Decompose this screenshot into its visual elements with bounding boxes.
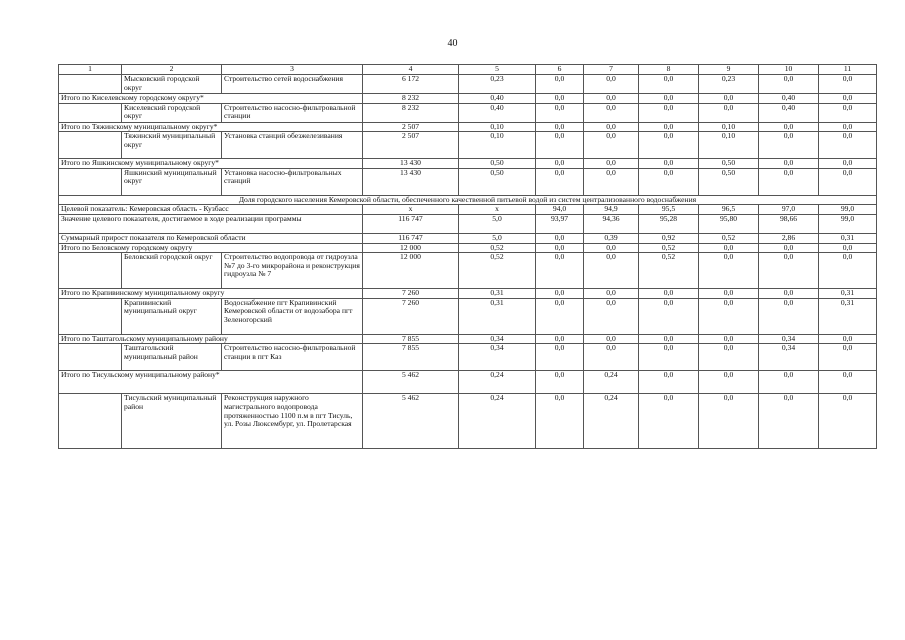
value-cell: 0,50 — [459, 159, 536, 169]
column-number: 8 — [639, 65, 699, 75]
value-cell: 6 172 — [363, 75, 459, 94]
value-cell: 7 260 — [363, 298, 459, 334]
value-cell: 0,0 — [639, 103, 699, 122]
value-cell: 0,24 — [459, 394, 536, 449]
value-cell: 2,86 — [759, 233, 819, 243]
row-label: Итого по Яшкинскому муниципальному округу* — [59, 159, 363, 169]
row-label: Значение целевого показателя, достигаемое в ходе реализации программы — [59, 214, 363, 233]
value-cell: 0,52 — [459, 253, 536, 289]
section-header-row — [59, 195, 877, 205]
value-cell: 0,0 — [536, 334, 584, 344]
value-cell: 5,0 — [459, 233, 536, 243]
value-cell: 0,0 — [639, 289, 699, 299]
activity-description: Установка станций обезжелезивания — [222, 132, 363, 159]
column-number: 10 — [759, 65, 819, 75]
value-cell: 0,0 — [759, 75, 819, 94]
value-cell: 0,0 — [699, 103, 759, 122]
value-cell: 0,0 — [639, 334, 699, 344]
municipality-name: Таштагольский муниципальный район — [122, 344, 222, 371]
value-cell: 0,24 — [584, 394, 639, 449]
value-cell: 0,0 — [759, 371, 819, 394]
total-row — [59, 371, 877, 394]
value-cell: 13 430 — [363, 168, 459, 195]
value-cell: 0,40 — [459, 94, 536, 104]
empty-cell — [59, 344, 122, 371]
value-cell: 0,0 — [584, 253, 639, 289]
value-cell: 0,0 — [639, 75, 699, 94]
section-title: Доля городского населения Кемеровской области, обеспеченного качественной питьевой водой из систем централизованного водоснабжения — [59, 195, 877, 205]
value-cell: 0,24 — [459, 371, 536, 394]
value-cell: 0,0 — [584, 243, 639, 253]
value-cell: 13 430 — [363, 159, 459, 169]
municipality-name: Мысковский городской округ — [122, 75, 222, 94]
value-cell: 0,0 — [536, 344, 584, 371]
value-cell: 0,0 — [699, 243, 759, 253]
value-cell: 0,0 — [536, 75, 584, 94]
value-cell: 0,0 — [536, 94, 584, 104]
value-cell: 0,0 — [819, 334, 877, 344]
total-row — [59, 289, 877, 299]
total-row — [59, 205, 877, 215]
value-cell: 93,97 — [536, 214, 584, 233]
activity-description: Строительство водопровода от гидроузла №7 до 3-го микрорайона и реконструкция гидроузла № 7 — [222, 253, 363, 289]
value-cell: 0,52 — [459, 243, 536, 253]
column-number: 1 — [59, 65, 122, 75]
value-cell: 0,23 — [699, 75, 759, 94]
municipality-row — [59, 344, 877, 371]
municipality-row — [59, 132, 877, 159]
value-cell: 0,0 — [639, 168, 699, 195]
value-cell: 94,9 — [584, 205, 639, 215]
empty-cell — [59, 103, 122, 122]
value-cell: 0,0 — [699, 344, 759, 371]
value-cell: 0,0 — [819, 243, 877, 253]
value-cell: 0,34 — [459, 334, 536, 344]
value-cell: 0,31 — [459, 298, 536, 334]
value-cell: 0,0 — [584, 94, 639, 104]
value-cell: 0,52 — [699, 233, 759, 243]
value-cell: 0,50 — [699, 159, 759, 169]
total-row — [59, 334, 877, 344]
row-label: Итого по Крапивинскому муниципальному округу — [59, 289, 363, 299]
empty-cell — [59, 253, 122, 289]
value-cell: 96,5 — [699, 205, 759, 215]
activity-description: Реконструкция наружного магистрального водопровода протяженностью 1100 п.м в пгт Тисуль, ул. Розы Люксембург, ул. Пролетарская — [222, 394, 363, 449]
empty-cell — [59, 298, 122, 334]
row-label: Целевой показатель: Кемеровская область - Кузбасс — [59, 205, 363, 215]
value-cell: 0,52 — [639, 253, 699, 289]
value-cell: 0,23 — [459, 75, 536, 94]
column-number: 4 — [363, 65, 459, 75]
value-cell: 97,0 — [759, 205, 819, 215]
row-label: Итого по Тяжинскому муниципальному округу* — [59, 122, 363, 132]
value-cell: 0,0 — [584, 168, 639, 195]
column-number: 6 — [536, 65, 584, 75]
value-cell: 0,0 — [536, 243, 584, 253]
value-cell: 0,0 — [759, 394, 819, 449]
column-number: 7 — [584, 65, 639, 75]
total-row — [59, 214, 877, 233]
value-cell: 0,0 — [759, 132, 819, 159]
value-cell: 7 855 — [363, 334, 459, 344]
table-body — [59, 65, 877, 449]
value-cell: 0,0 — [584, 103, 639, 122]
value-cell: 2 507 — [363, 122, 459, 132]
total-row — [59, 122, 877, 132]
value-cell: 0,50 — [699, 168, 759, 195]
value-cell: 0,0 — [699, 253, 759, 289]
municipality-name: Тисульский муниципальный район — [122, 394, 222, 449]
value-cell: 99,0 — [819, 205, 877, 215]
value-cell: 0,0 — [536, 122, 584, 132]
value-cell: 0,0 — [819, 159, 877, 169]
empty-cell — [59, 132, 122, 159]
value-cell: 95,80 — [699, 214, 759, 233]
value-cell: 0,0 — [819, 122, 877, 132]
row-label: Итого по Киселевскому городскому округу* — [59, 94, 363, 104]
value-cell: 0,34 — [759, 344, 819, 371]
value-cell: 0,0 — [819, 371, 877, 394]
page-number: 40 — [447, 38, 458, 49]
value-cell: 0,34 — [759, 334, 819, 344]
total-row — [59, 243, 877, 253]
value-cell: 0,40 — [759, 103, 819, 122]
value-cell: 116 747 — [363, 233, 459, 243]
value-cell: 0,92 — [639, 233, 699, 243]
value-cell: 5 462 — [363, 394, 459, 449]
value-cell: 0,0 — [699, 94, 759, 104]
municipality-name: Киселевский городской округ — [122, 103, 222, 122]
value-cell: 116 747 — [363, 214, 459, 233]
value-cell: 0,0 — [819, 253, 877, 289]
municipality-name: Крапивинский муниципальный округ — [122, 298, 222, 334]
value-cell: 0,10 — [699, 122, 759, 132]
value-cell: 0,0 — [759, 159, 819, 169]
activity-description: Строительство насосно-фильтровальной станции — [222, 103, 363, 122]
value-cell: 0,0 — [819, 132, 877, 159]
column-number-row — [59, 65, 877, 75]
value-cell: 0,0 — [819, 344, 877, 371]
value-cell: 94,0 — [536, 205, 584, 215]
total-row — [59, 233, 877, 243]
value-cell: 7 855 — [363, 344, 459, 371]
value-cell: 0,0 — [699, 289, 759, 299]
municipality-name: Яшкинский муниципальный округ — [122, 168, 222, 195]
value-cell: 0,40 — [759, 94, 819, 104]
value-cell: 0,0 — [584, 122, 639, 132]
value-cell: 0,0 — [584, 298, 639, 334]
value-cell: 0,0 — [639, 159, 699, 169]
value-cell: 0,0 — [639, 132, 699, 159]
empty-cell — [59, 394, 122, 449]
municipality-row — [59, 253, 877, 289]
municipality-name: Беловский городской округ — [122, 253, 222, 289]
row-label: Итого по Тисульскому муниципальному району* — [59, 371, 363, 394]
activity-description: Строительство насосно-фильтровальной станции в пгт Каз — [222, 344, 363, 371]
empty-cell — [59, 168, 122, 195]
value-cell: 0,0 — [819, 103, 877, 122]
value-cell: 0,40 — [459, 103, 536, 122]
water-supply-table — [58, 64, 877, 449]
value-cell: 0,0 — [584, 75, 639, 94]
column-number: 9 — [699, 65, 759, 75]
value-cell: 0,0 — [639, 122, 699, 132]
value-cell: 2 507 — [363, 132, 459, 159]
value-cell: 0,0 — [639, 94, 699, 104]
value-cell: 0,0 — [584, 289, 639, 299]
value-cell: 0,0 — [759, 168, 819, 195]
value-cell: 8 232 — [363, 103, 459, 122]
municipality-row — [59, 298, 877, 334]
value-cell: 12 000 — [363, 243, 459, 253]
value-cell: 0,0 — [699, 334, 759, 344]
value-cell: 0,0 — [584, 334, 639, 344]
value-cell: 0,0 — [759, 253, 819, 289]
value-cell: 0,0 — [639, 394, 699, 449]
value-cell: 0,0 — [699, 371, 759, 394]
value-cell: 0,0 — [584, 132, 639, 159]
value-cell: 0,52 — [639, 243, 699, 253]
value-cell: 5 462 — [363, 371, 459, 394]
value-cell: 0,0 — [819, 394, 877, 449]
value-cell: 0,39 — [584, 233, 639, 243]
total-row — [59, 94, 877, 104]
value-cell: 0,0 — [536, 298, 584, 334]
value-cell: 0,0 — [536, 168, 584, 195]
value-cell: 0,0 — [536, 159, 584, 169]
value-cell: 0,0 — [759, 289, 819, 299]
value-cell: 0,24 — [584, 371, 639, 394]
value-cell: 0,0 — [536, 371, 584, 394]
value-cell: 0,0 — [584, 344, 639, 371]
row-label: Суммарный прирост показателя по Кемеровской области — [59, 233, 363, 243]
value-cell: 0,0 — [584, 159, 639, 169]
value-cell: 12 000 — [363, 253, 459, 289]
value-cell: 94,36 — [584, 214, 639, 233]
value-cell: 0,31 — [819, 298, 877, 334]
row-label: Итого по Таштагольскому муниципальному району — [59, 334, 363, 344]
value-cell: 95,5 — [639, 205, 699, 215]
value-cell: 0,0 — [536, 233, 584, 243]
value-cell: 8 232 — [363, 94, 459, 104]
column-number: 3 — [222, 65, 363, 75]
value-cell: 0,0 — [536, 289, 584, 299]
column-number: 2 — [122, 65, 222, 75]
value-cell: 0,0 — [699, 298, 759, 334]
value-cell: 0,0 — [639, 344, 699, 371]
activity-description: Водоснабжение пгт Крапивинский Кемеровской области от водозабора пгт Зеленогорский — [222, 298, 363, 334]
value-cell: 0,0 — [536, 103, 584, 122]
value-cell: 98,66 — [759, 214, 819, 233]
municipality-row — [59, 75, 877, 94]
column-number: 5 — [459, 65, 536, 75]
municipality-name: Тяжинский муниципальный округ — [122, 132, 222, 159]
value-cell: 0,0 — [819, 168, 877, 195]
value-cell: 0,31 — [819, 233, 877, 243]
value-cell: 7 260 — [363, 289, 459, 299]
value-cell: 0,34 — [459, 344, 536, 371]
value-cell: 0,0 — [536, 132, 584, 159]
value-cell: x — [363, 205, 459, 215]
total-row — [59, 159, 877, 169]
row-label: Итого по Беловскому городскому округу — [59, 243, 363, 253]
value-cell: 5,0 — [459, 214, 536, 233]
value-cell: x — [459, 205, 536, 215]
activity-description: Установка насосно-фильтровальных станций — [222, 168, 363, 195]
municipality-row — [59, 103, 877, 122]
value-cell: 0,0 — [759, 243, 819, 253]
value-cell: 0,0 — [536, 253, 584, 289]
value-cell: 99,0 — [819, 214, 877, 233]
value-cell: 0,50 — [459, 168, 536, 195]
value-cell: 0,0 — [819, 94, 877, 104]
municipality-row — [59, 168, 877, 195]
value-cell: 0,10 — [459, 122, 536, 132]
municipality-row — [59, 394, 877, 449]
column-number: 11 — [819, 65, 877, 75]
value-cell: 0,10 — [699, 132, 759, 159]
value-cell: 0,0 — [819, 75, 877, 94]
empty-cell — [59, 75, 122, 94]
value-cell: 0,0 — [699, 394, 759, 449]
value-cell: 0,0 — [759, 298, 819, 334]
value-cell: 0,0 — [759, 122, 819, 132]
activity-description: Строительство сетей водоснабжения — [222, 75, 363, 94]
value-cell: 0,0 — [639, 298, 699, 334]
value-cell: 95,28 — [639, 214, 699, 233]
value-cell: 0,31 — [459, 289, 536, 299]
value-cell: 0,0 — [536, 394, 584, 449]
value-cell: 0,31 — [819, 289, 877, 299]
value-cell: 0,10 — [459, 132, 536, 159]
value-cell: 0,0 — [639, 371, 699, 394]
